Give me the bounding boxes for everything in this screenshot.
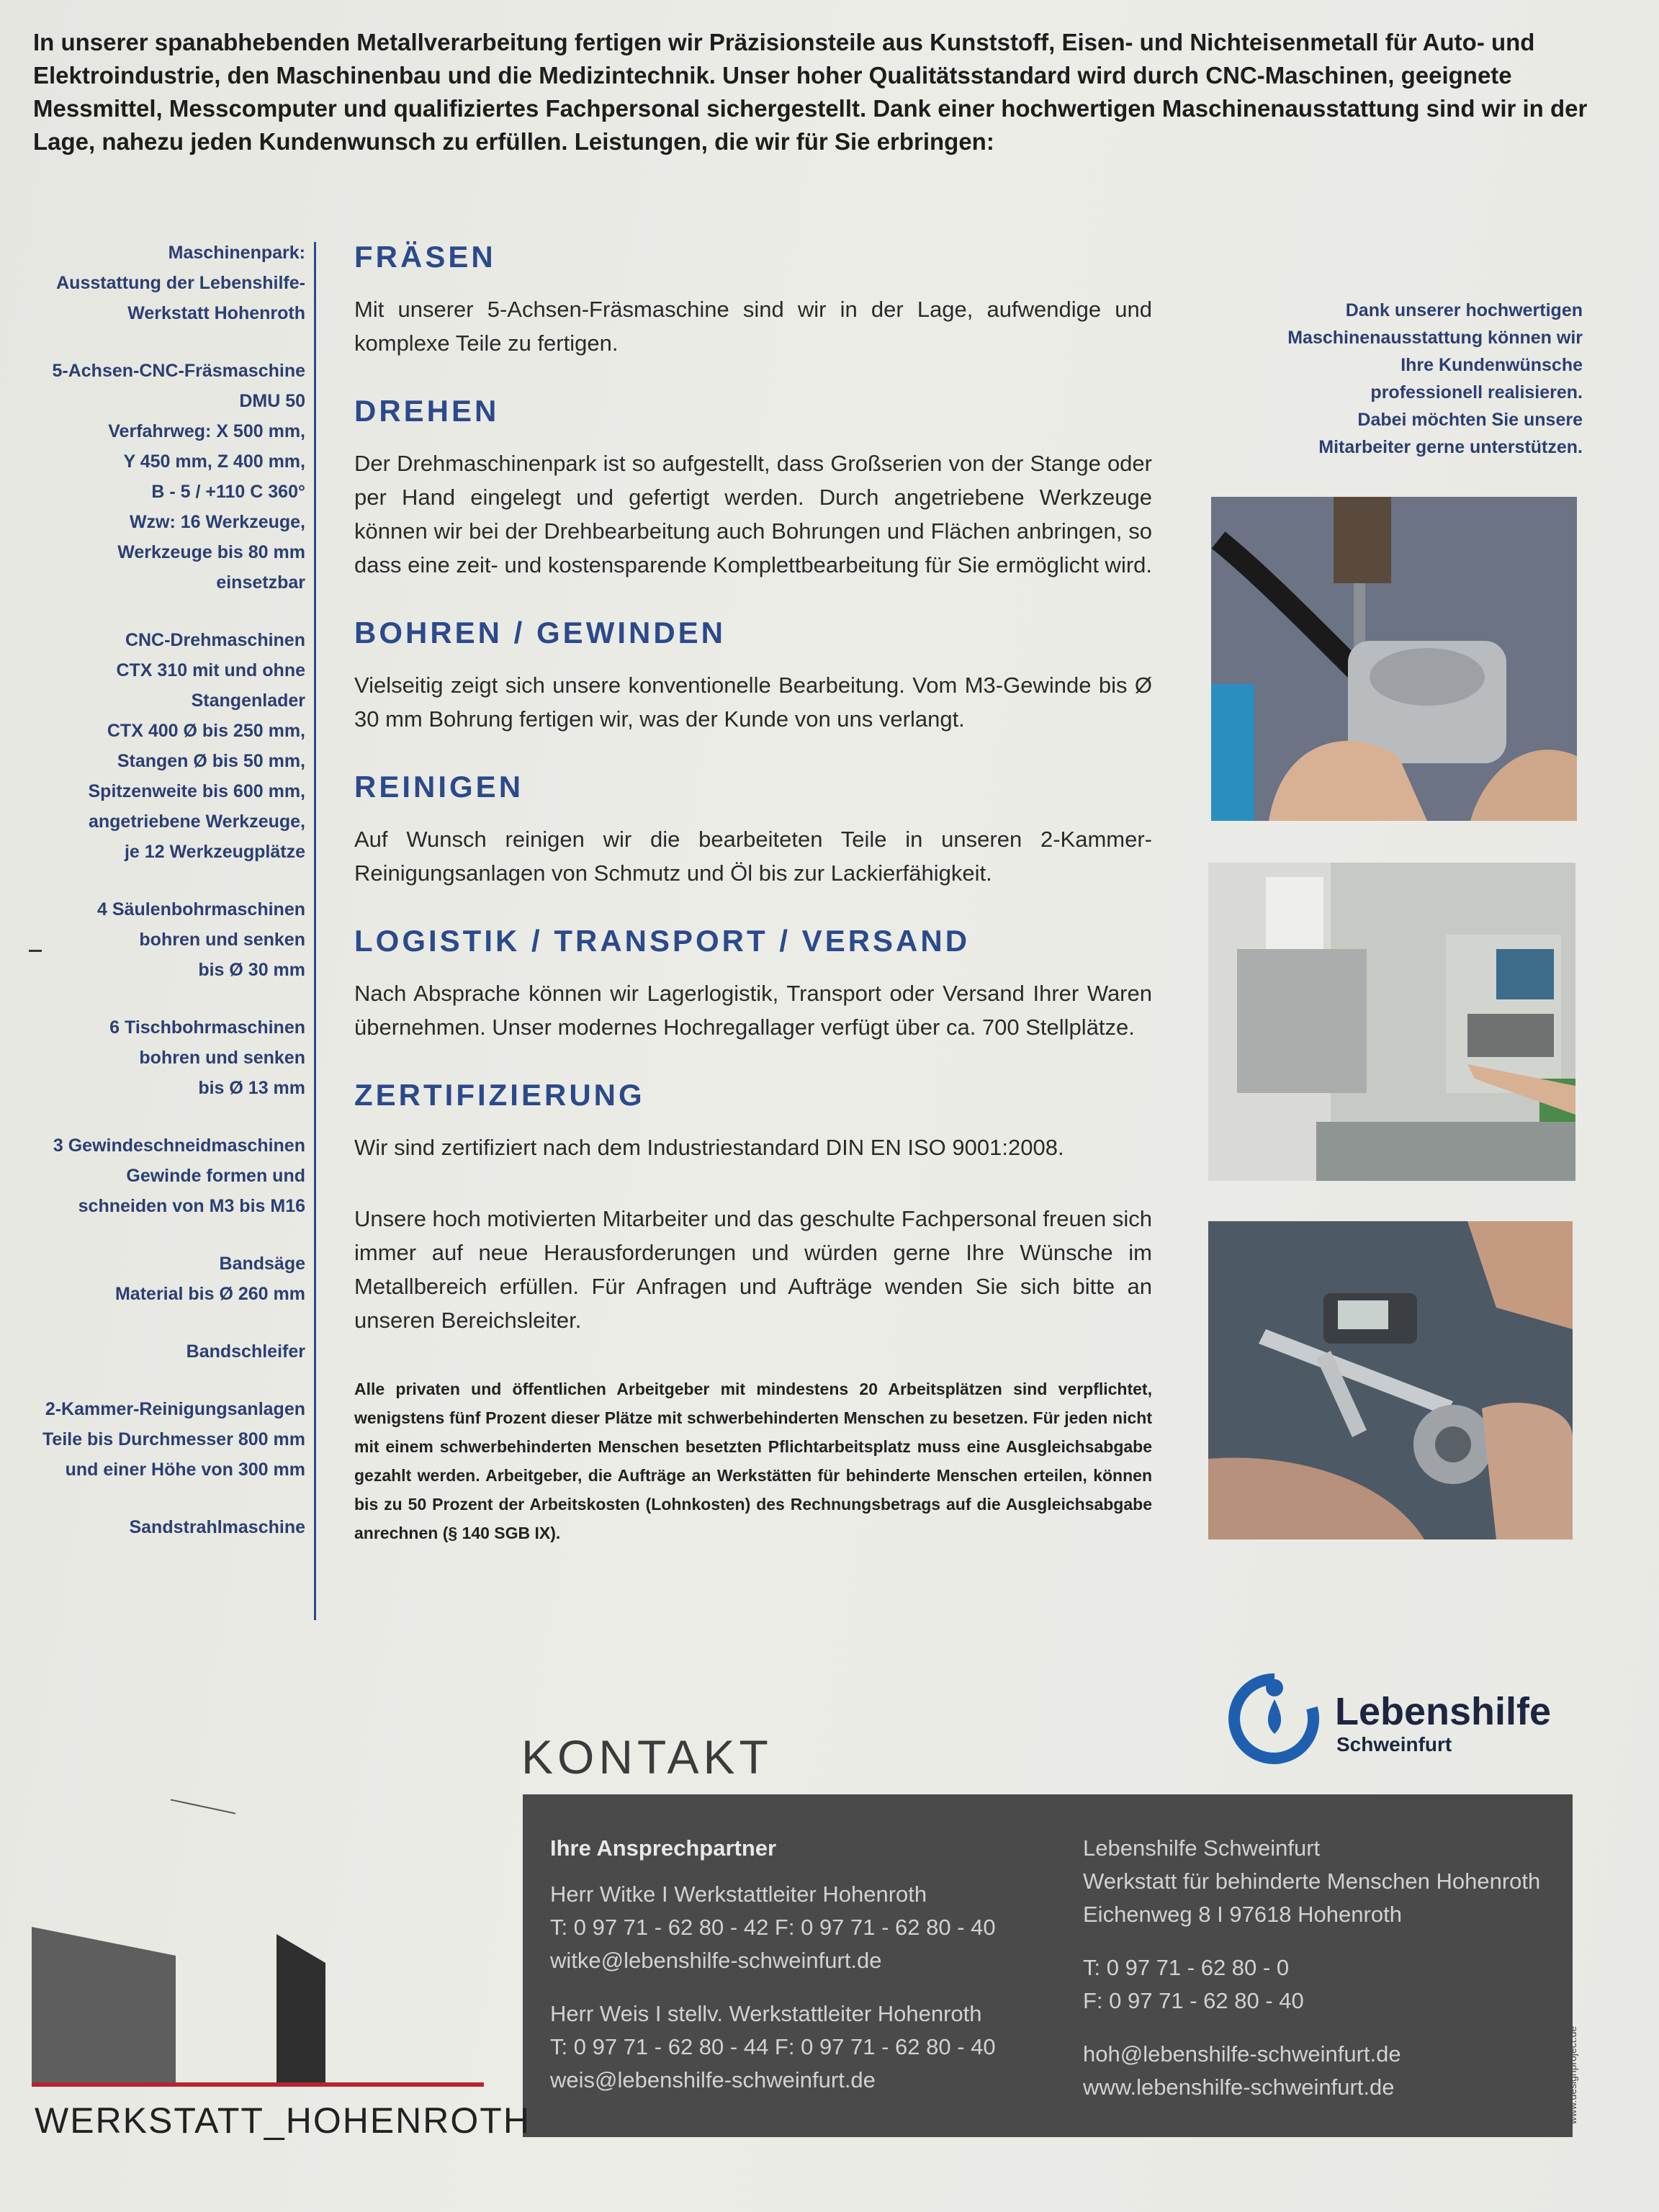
sidebar-line: Dank unserer hochwertigen — [1345, 300, 1583, 320]
equipment-line: Sandstrahlmaschine — [129, 1517, 305, 1537]
service-description: Nach Absprache können wir Lagerlogistik, Transport oder Versand Ihrer Waren übernehmen. Unser modernes Hochregallager verfügt über ca. 700 Stellplätze. — [354, 981, 1152, 1040]
equipment-line: Gewinde formen und — [126, 1166, 305, 1186]
legal-notice: Alle privaten und öffentlichen Arbeitgeber mit mindestens 20 Arbeitsplätzen sind verpflichtet, wenigstens fünf Prozent dieser Plätze mit schwerbehinderten Menschen zu besetzen. Für jeden nicht mit einem schwerbehinderten Menschen besetzten Pflichtarbeitsplatz muss eine Ausgleichsabgabe gezahlt werden. Arbeitgeber, die Aufträge an Werkstätten für behinderte Menschen erteilen, können bis zu 50 Prozent der Arbeitskosten (Lohnkosten) des Rechnungsbetrags auf die Ausgleichsabgabe anrechnen (§ 140 SGB IX). — [354, 1380, 1152, 1542]
equipment-item — [22, 356, 305, 598]
equipment-line: 3 Gewindeschneidmaschinen — [53, 1136, 305, 1156]
equipment-line: B - 5 / +110 C 360° — [151, 482, 305, 502]
contact-persons — [550, 1832, 996, 2097]
equipment-line: bohren und senken — [139, 930, 305, 950]
equipment-list — [22, 238, 305, 1570]
person2-name: Herr Weis I stellv. Werkstattleiter Hohenroth — [550, 2001, 982, 2026]
closing-paragraph: Unsere hoch motivierten Mitarbeiter und das geschulte Fachpersonal freuen sich immer auf neue Herausforderungen und würden gerne Ihre Wünsche im Metallbereich erfüllen. Für Anfragen und Aufträge wenden Sie sich bitte an unseren Bereichsleiter. — [354, 1206, 1152, 1333]
column-divider — [314, 242, 316, 1620]
equipment-item — [22, 238, 305, 328]
service-section — [354, 922, 1152, 1044]
org-name: Lebenshilfe Schweinfurt — [1083, 1835, 1321, 1861]
equipment-line: Werkstatt Hohenroth — [127, 303, 305, 323]
equipment-item — [22, 1336, 305, 1367]
equipment-line: bis Ø 13 mm — [198, 1078, 305, 1098]
equipment-line: DMU 50 — [239, 391, 305, 411]
services-list — [354, 238, 1152, 1164]
werkstatt-building-graphic — [32, 1927, 493, 2107]
werkstatt-label: WERKSTATT_HOHENROTH — [35, 2100, 531, 2141]
org-address: Eichenweg 8 I 97618 Hohenroth — [1083, 1902, 1402, 1927]
organization-info — [1083, 1832, 1540, 2104]
equipment-item — [22, 625, 305, 867]
equipment-line: je 12 Werkzeugplätze — [124, 842, 305, 862]
sidebar-line: professionell realisieren. — [1370, 382, 1583, 403]
contact-box — [523, 1794, 1573, 2137]
person2-phone: T: 0 97 71 - 62 80 - 44 F: 0 97 71 - 62 80 - 40 — [550, 2034, 996, 2059]
equipment-line: Material bis Ø 260 mm — [114, 1284, 305, 1304]
equipment-line: und einer Höhe von 300 mm — [65, 1460, 305, 1480]
sidebar-line: Maschinenausstattung können wir — [1287, 328, 1583, 348]
equipment-line: Bandsäge — [219, 1254, 305, 1274]
equipment-line: schneiden von M3 bis M16 — [78, 1196, 305, 1216]
service-section — [354, 613, 1152, 736]
contact-heading: Ihre Ansprechpartner — [550, 1835, 777, 1861]
equipment-line: Maschinenpark: — [168, 243, 305, 263]
lebenshilfe-emblem-icon — [1224, 1671, 1325, 1764]
person1-name: Herr Witke I Werkstattleiter Hohenroth — [550, 1881, 927, 1907]
equipment-line: 2-Kammer-Reinigungsanlagen — [45, 1399, 305, 1419]
caliper-photo — [1208, 1221, 1573, 1539]
logo-wordmark: Lebenshilfe — [1335, 1690, 1552, 1733]
sidebar-line: Dabei möchten Sie unsere — [1357, 410, 1583, 430]
equipment-line: CTX 400 Ø bis 250 mm, — [107, 721, 305, 741]
equipment-line: 5-Achsen-CNC-Fräsmaschine — [52, 361, 305, 381]
right-sidebar-text — [1181, 297, 1583, 461]
org-email[interactable]: hoh@lebenshilfe-schweinfurt.de — [1083, 2041, 1401, 2067]
contact-title: KONTAKT — [521, 1730, 773, 1784]
logo-subtitle: Schweinfurt — [1336, 1733, 1452, 1755]
intro-paragraph — [33, 26, 1596, 158]
service-section — [354, 392, 1152, 582]
equipment-item — [22, 1012, 305, 1103]
org-website[interactable]: www.lebenshilfe-schweinfurt.de — [1083, 2074, 1395, 2100]
equipment-line: Wzw: 16 Werkzeuge, — [129, 512, 305, 532]
sidebar-line: Mitarbeiter gerne unterstützen. — [1318, 437, 1583, 457]
intro-text: In unserer spanabhebenden Metallverarbeitung fertigen wir Präzisionsteile aus Kunststoff, Eisen- und Nichteisenmetall für Auto- und Elektroindustrie, den Maschinenbau und die Medizintechnik. Unser hoher Qualitätsstandard wird durch CNC-Maschinen, geeignete Messmittel, Messcomputer und qualifiziertes Fachpersonal sichergestellt. Dank einer hochwertigen Maschinenausstattung sind wir in der Lage, nahezu jeden Kundenwunsch zu erfüllen. Leistungen, die wir für Sie erbringen: — [33, 29, 1588, 155]
sidebar-line: Ihre Kundenwünsche — [1401, 355, 1583, 375]
equipment-item — [22, 1130, 305, 1221]
equipment-line: Teile bis Durchmesser 800 mm — [42, 1429, 305, 1449]
equipment-line: Ausstattung der Lebenshilfe- — [56, 273, 305, 293]
equipment-line: CNC-Drehmaschinen — [125, 630, 305, 650]
service-title: LOGISTIK / TRANSPORT / VERSAND — [354, 924, 971, 958]
equipment-line: angetriebene Werkzeuge, — [88, 811, 305, 832]
service-title: REINIGEN — [354, 770, 524, 804]
service-description: Wir sind zertifiziert nach dem Industriestandard DIN EN ISO 9001:2008. — [354, 1135, 1064, 1160]
equipment-line: 6 Tischbohrmaschinen — [109, 1017, 305, 1038]
service-title: BOHREN / GEWINDEN — [354, 616, 727, 649]
service-title: ZERTIFIZIERUNG — [354, 1078, 645, 1112]
design-credit: www.designproject.de — [1567, 2026, 1578, 2124]
org-department: Werkstatt für behinderte Menschen Hohenroth — [1083, 1869, 1541, 1894]
service-title: DREHEN — [354, 394, 500, 428]
equipment-line: bis Ø 30 mm — [198, 960, 305, 980]
service-description: Auf Wunsch reinigen wir die bearbeiteten Teile in unseren 2-Kammer-Reinigungsanlagen von Schmutz und Öl bis zur Lackierfähigkeit. — [354, 827, 1152, 886]
equipment-item — [22, 894, 305, 985]
equipment-line: 4 Säulenbohrmaschinen — [97, 899, 305, 920]
service-description: Der Drehmaschinenpark ist so aufgestellt, dass Großserien von der Stange oder per Hand eingelegt und gefertigt werden. Durch angetriebene Werkzeuge können wir bei der Drehbearbeitung auch Bohrungen und Flächen anbringen, so dass eine zeit- und kostensparende Komplettbearbeitung für Sie ermöglicht wird. — [354, 451, 1153, 577]
pen-mark — [171, 1799, 235, 1814]
service-title: FRÄSEN — [354, 240, 496, 274]
equipment-line: Stangen Ø bis 50 mm, — [117, 751, 305, 771]
services-column — [354, 238, 1152, 1564]
service-section — [354, 238, 1152, 360]
equipment-line: Y 450 mm, Z 400 mm, — [123, 451, 305, 472]
service-description: Mit unserer 5-Achsen-Fräsmaschine sind wir in der Lage, aufwendige und komplexe Teile zu fertigen. — [354, 297, 1152, 356]
equipment-line: Stangenlader — [191, 691, 305, 711]
equipment-line: bohren und senken — [139, 1048, 305, 1068]
person2-email[interactable]: weis@lebenshilfe-schweinfurt.de — [550, 2067, 876, 2092]
person1-phone: T: 0 97 71 - 62 80 - 42 F: 0 97 71 - 62 80 - 40 — [550, 1915, 996, 1940]
equipment-item — [22, 1394, 305, 1485]
service-description: Vielseitig zeigt sich unsere konventionelle Bearbeitung. Vom M3-Gewinde bis Ø 30 mm Bohrung fertigen wir, was der Kunde von uns verlangt. — [354, 673, 1152, 732]
margin-mark — [29, 950, 42, 952]
equipment-line: Spitzenweite bis 600 mm, — [88, 781, 305, 801]
equipment-line: einsetzbar — [216, 572, 305, 593]
service-section — [354, 1076, 1152, 1164]
service-section — [354, 768, 1152, 890]
cnc-machine-photo — [1208, 863, 1575, 1181]
equipment-line: CTX 310 mit und ohne — [116, 660, 305, 680]
person1-email[interactable]: witke@lebenshilfe-schweinfurt.de — [550, 1948, 882, 1973]
equipment-item — [22, 1249, 305, 1309]
equipment-line: Verfahrweg: X 500 mm, — [108, 421, 305, 441]
equipment-line: Werkzeuge bis 80 mm — [117, 542, 305, 562]
equipment-item — [22, 1512, 305, 1542]
equipment-line: Bandschleifer — [186, 1341, 305, 1362]
milling-photo — [1211, 497, 1577, 821]
org-fax: F: 0 97 71 - 62 80 - 40 — [1083, 1988, 1304, 2013]
org-phone: T: 0 97 71 - 62 80 - 0 — [1083, 1955, 1290, 1980]
